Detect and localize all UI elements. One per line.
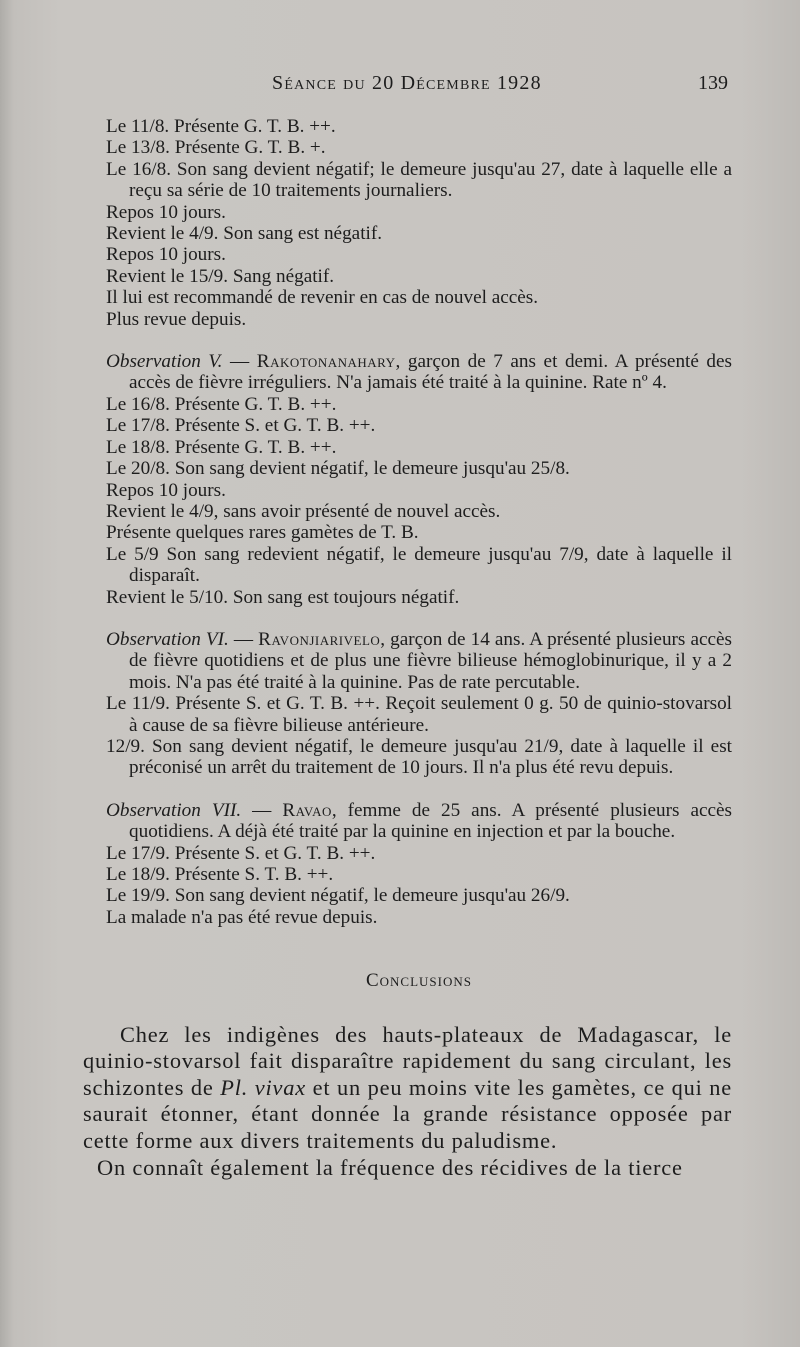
- species-name: Pl. vivax: [220, 1074, 306, 1100]
- log-line: Le 17/9. Présente S. et G. T. B. ++.: [106, 842, 376, 864]
- patient-name: Ravonjiarivelo: [258, 628, 381, 650]
- body-text: [83, 116, 733, 1181]
- observation-label: Observation VI.: [106, 628, 229, 650]
- log-line: Le 13/8. Présente G. T. B. +.: [106, 137, 326, 159]
- page-number: 139: [698, 72, 728, 94]
- log-line: Le 18/9. Présente S. T. B. ++.: [106, 864, 334, 885]
- observation-6-intro: Observation VI. — Ravonjiarivelo, garçon de 14 ans. A présenté plusieurs accès de fièvre quotidiens et de plus une fièvre bilieuse hémoglobinurique, il y a 2 mois. N'a pas été traité à la quinine. Pas de rate percutable.: [106, 628, 732, 693]
- log-line: Repos 10 jours.: [106, 244, 226, 266]
- log-line: Revient le 15/9. Sang négatif.: [106, 265, 335, 287]
- log-line: Repos 10 jours.: [106, 201, 226, 223]
- observation-5-intro: Observation V. — Rakotonanahary, garçon de 7 ans et demi. A présenté des accès de fièvre irréguliers. N'a jamais été traité à la quinine. Rate nº 4.: [106, 351, 733, 394]
- log-line: Revient le 5/10. Son sang est toujours négatif.: [106, 586, 460, 608]
- log-line: Le 19/9. Son sang devient négatif, le demeure jusqu'au 26/9.: [106, 885, 570, 907]
- patient-name: Ravao: [282, 799, 332, 821]
- log-line: Le 5/9 Son sang redevient négatif, le demeure jusqu'au 7/9, date à laquelle il disparaît.: [106, 543, 732, 587]
- running-header: [0, 72, 800, 102]
- log-line: Plus revue depuis.: [106, 308, 247, 330]
- log-line: Le 11/8. Présente G. T. B. ++.: [106, 116, 336, 137]
- log-line: Le 16/8. Présente G. T. B. ++.: [106, 393, 337, 415]
- log-line: Le 17/8. Présente S. et G. T. B. ++.: [106, 415, 376, 437]
- conclusions-text: [83, 1022, 732, 1182]
- running-title: Séance du 20 Décembre 1928: [272, 72, 542, 94]
- log-line: 12/9. Son sang devient négatif, le demeure jusqu'au 21/9, date à laquelle il est préconisé un arrêt du traitement de 10 jours. Il n'a plus été revu depuis.: [106, 735, 732, 779]
- log-line: Présente quelques rares gamètes de T. B.: [106, 522, 419, 544]
- log-line: Revient le 4/9. Son sang est négatif.: [106, 223, 383, 245]
- log-line: Le 20/8. Son sang devient négatif, le demeure jusqu'au 25/8.: [106, 458, 570, 480]
- conclusion-paragraph: On connaît également la fréquence des récidives de la tierce: [97, 1154, 683, 1180]
- log-line: Le 18/8. Présente G. T. B. ++.: [106, 436, 337, 458]
- log-line: Revient le 4/9, sans avoir présenté de nouvel accès.: [106, 500, 501, 522]
- log-line: La malade n'a pas été revue depuis.: [106, 906, 378, 928]
- log-line: Le 11/9. Présente S. et G. T. B. ++. Reçoit seulement 0 g. 50 de quinio-stovarsol à cause de sa fièvre bilieuse antérieure.: [106, 693, 732, 736]
- log-line: Le 16/8. Son sang devient négatif; le demeure jusqu'au 27, date à laquelle elle a reçu sa série de 10 traitements journaliers.: [106, 158, 732, 202]
- log-line: Repos 10 jours.: [106, 479, 226, 501]
- patient-name: Rakotonanahary: [256, 351, 396, 373]
- observation-label: Observation VII.: [106, 799, 242, 821]
- observation-label: Observation V.: [106, 351, 223, 373]
- observation-7-intro: Observation VII. — Ravao, femme de 25 ans. A présenté plusieurs accès quotidiens. A déjà été traité par la quinine en injection et par la bouche.: [106, 799, 733, 843]
- log-line: Il lui est recommandé de revenir en cas de nouvel accès.: [106, 287, 539, 309]
- section-heading: Conclusions: [365, 970, 472, 992]
- conclusion-paragraph: Chez les indigènes des hauts-plateaux de Madagascar, le quinio-stovarsol fait disparaître rapidement du sang circulant, les schizontes de Pl. vivax et un peu moins vite les gamètes, ce qui ne saurait étonner, étant donnée la grande résistance opposée par cette forme aux divers traitements du paludisme.: [83, 1021, 732, 1153]
